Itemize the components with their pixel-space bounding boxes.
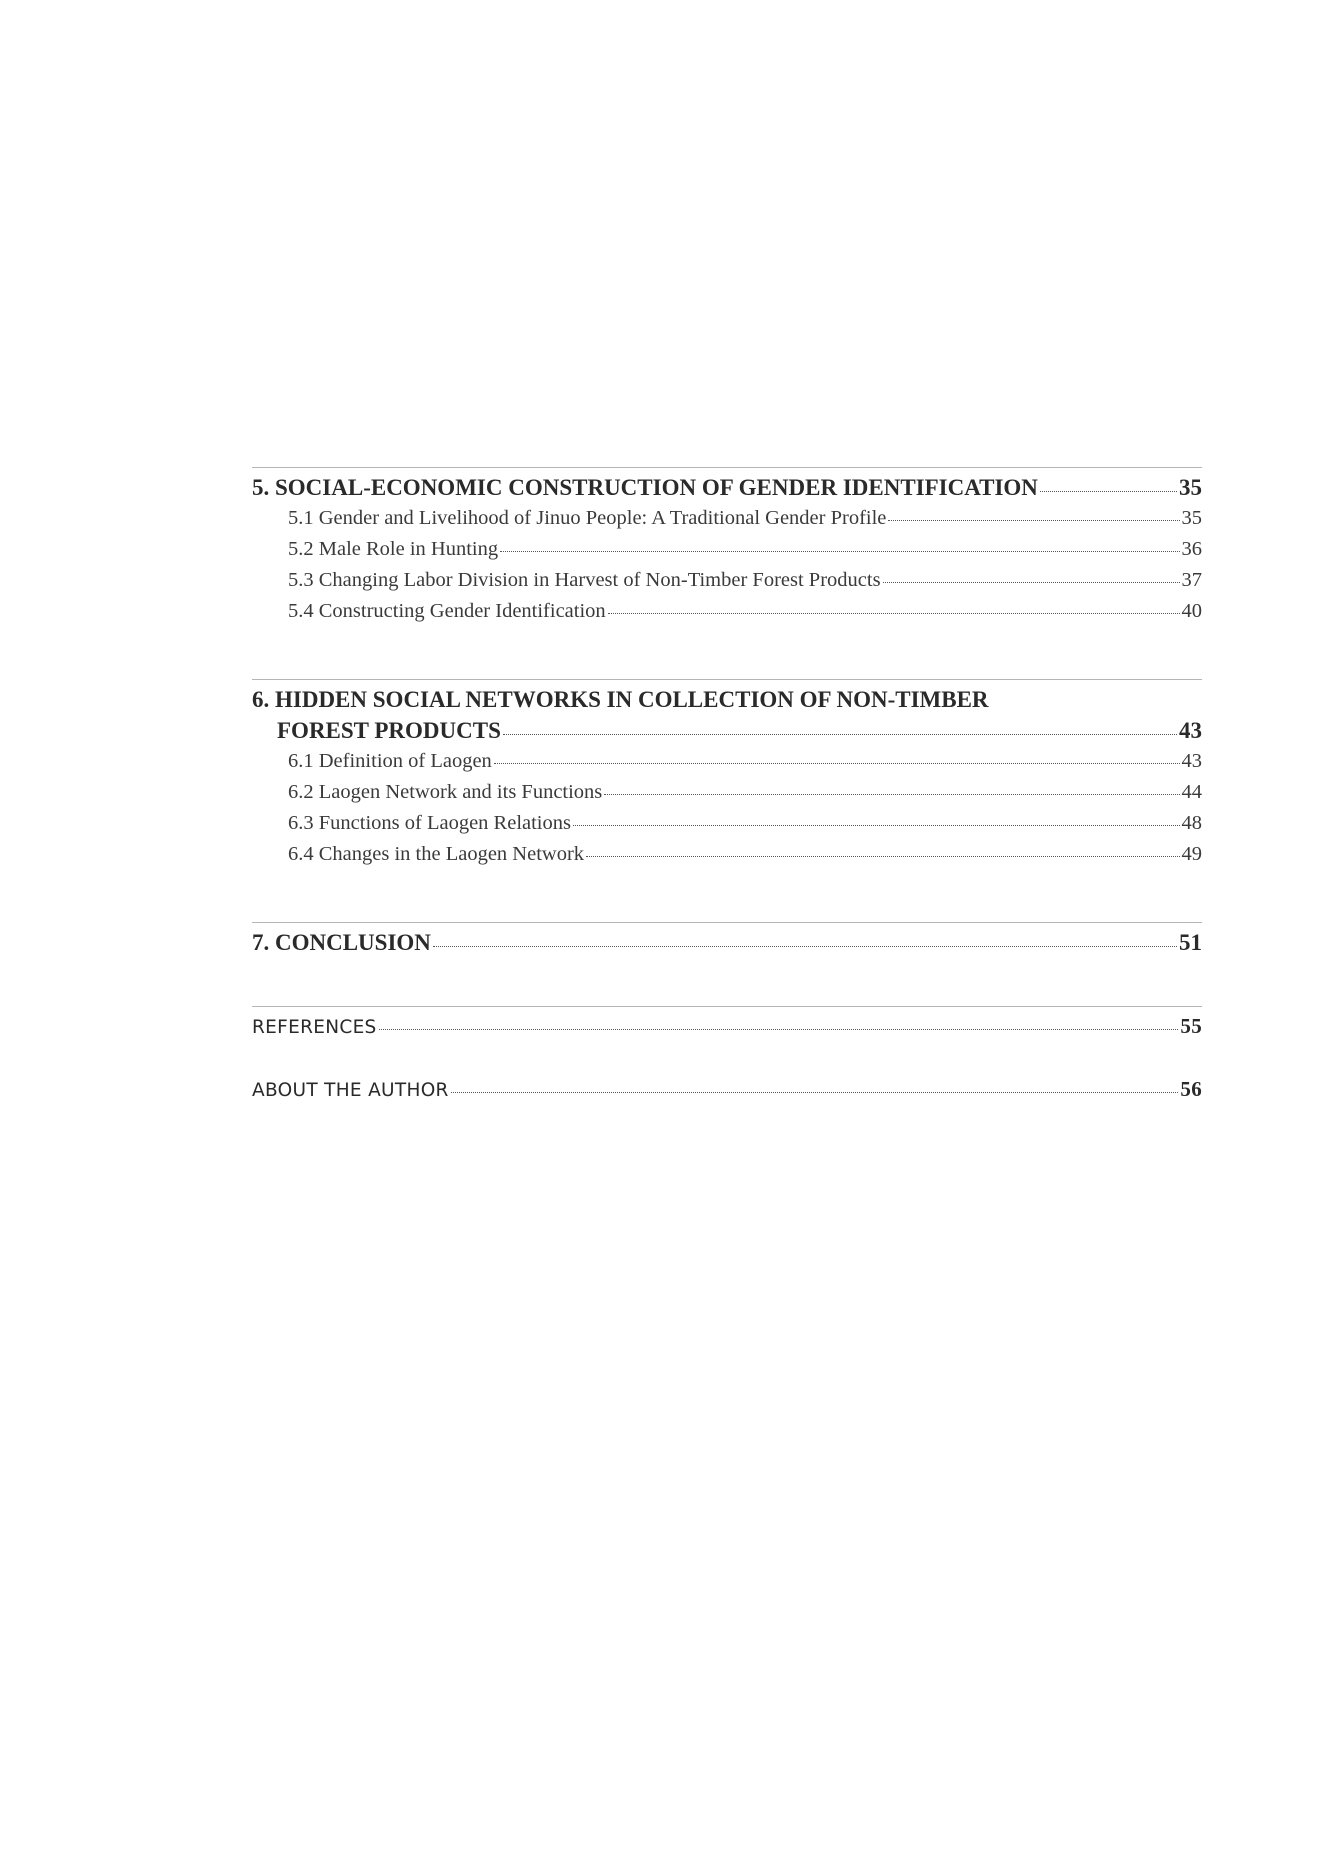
toc-entry-about-the-author[interactable] [252, 1074, 1202, 1106]
toc-entry-references[interactable] [252, 1011, 1202, 1043]
page-number: 40 [1181, 600, 1202, 622]
dot-leader [500, 551, 1179, 552]
dot-leader [1040, 491, 1177, 492]
dot-leader [503, 734, 1177, 735]
dot-leader [494, 763, 1180, 764]
subsection-title: 5.2 Male Role in Hunting [288, 538, 499, 560]
chapter-title: 5. SOCIAL-ECONOMIC CONSTRUCTION OF GENDER IDENTIFICATION [252, 475, 1038, 500]
about-the-author-label: ABOUT THE AUTHOR [252, 1080, 449, 1101]
toc-entry-chapter-6[interactable] [252, 715, 1202, 746]
toc-section-chapter-5 [252, 467, 1202, 627]
page-number: 35 [1179, 475, 1202, 500]
subsection-title: 6.1 Definition of Laogen [288, 750, 492, 772]
toc-entry-5-1[interactable] [252, 503, 1202, 534]
toc-entry-6-2[interactable] [252, 777, 1202, 808]
dot-leader [888, 520, 1179, 521]
toc-entry-5-2[interactable] [252, 534, 1202, 565]
toc-entry-6-4[interactable] [252, 839, 1202, 870]
page-number: 37 [1181, 569, 1202, 591]
page-number: 43 [1179, 718, 1202, 743]
subsection-title: 6.4 Changes in the Laogen Network [288, 843, 585, 865]
page-number: 49 [1181, 843, 1202, 865]
toc-entry-chapter-7[interactable] [252, 927, 1202, 958]
dot-leader [379, 1029, 1179, 1030]
dot-leader [433, 946, 1177, 947]
toc-section-chapter-7 [252, 922, 1202, 958]
dot-leader [883, 582, 1180, 583]
page-number: 36 [1181, 538, 1202, 560]
subsection-title: 6.3 Functions of Laogen Relations [288, 812, 571, 834]
page-number: 35 [1181, 507, 1202, 529]
subsection-title: 5.3 Changing Labor Division in Harvest of Non-Timber Forest Products [288, 569, 881, 591]
subsection-title: 6.2 Laogen Network and its Functions [288, 781, 603, 803]
toc-entry-6-1[interactable] [252, 746, 1202, 777]
dot-leader [451, 1092, 1179, 1093]
page-number: 56 [1180, 1077, 1202, 1101]
toc-entry-chapter-5[interactable] [252, 472, 1202, 503]
subsection-title: 5.4 Constructing Gender Identification [288, 600, 606, 622]
table-of-contents [252, 467, 1202, 1106]
toc-entry-5-3[interactable] [252, 565, 1202, 596]
toc-entry-6-3[interactable] [252, 808, 1202, 839]
chapter-title-line-1[interactable]: 6. HIDDEN SOCIAL NETWORKS IN COLLECTION OF NON-TIMBER [252, 687, 989, 712]
dot-leader [604, 794, 1179, 795]
dot-leader [608, 613, 1180, 614]
references-label: REFERENCES [252, 1017, 377, 1038]
page-number: 43 [1181, 750, 1202, 772]
toc-section-chapter-6 [252, 679, 1202, 870]
page-number: 44 [1181, 781, 1202, 803]
dot-leader [573, 825, 1180, 826]
page-number: 48 [1181, 812, 1202, 834]
chapter-title-line-2: FOREST PRODUCTS [277, 718, 501, 743]
chapter-title: 7. CONCLUSION [252, 930, 431, 955]
page-number: 51 [1179, 930, 1202, 955]
page-number: 55 [1180, 1014, 1202, 1038]
subsection-title: 5.1 Gender and Livelihood of Jinuo People: A Traditional Gender Profile [288, 507, 887, 529]
toc-entry-5-4[interactable] [252, 596, 1202, 627]
dot-leader [586, 856, 1179, 857]
toc-section-back-matter [252, 1006, 1202, 1106]
